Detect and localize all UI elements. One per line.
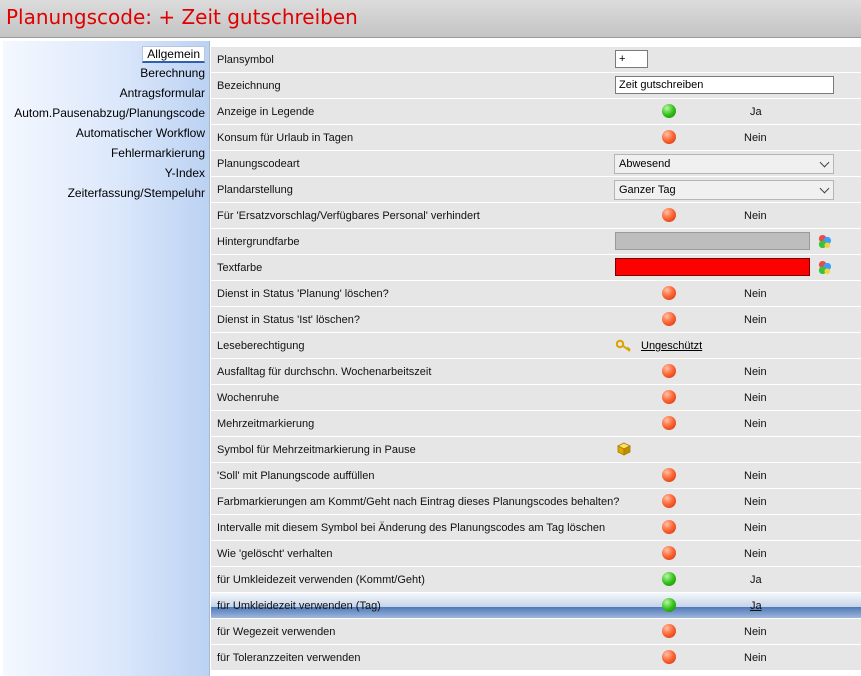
property-label: für Wegezeit verwenden <box>217 626 336 638</box>
color-picker-icon[interactable] <box>817 260 832 275</box>
property-row[interactable] <box>211 99 861 125</box>
sidebar-item-allgemein[interactable]: Allgemein <box>142 46 205 63</box>
property-row[interactable] <box>211 619 861 645</box>
bool-value[interactable]: Nein <box>744 210 767 222</box>
bool-value[interactable]: Nein <box>744 314 767 326</box>
property-label: Textfarbe <box>217 262 263 274</box>
property-row[interactable] <box>211 125 861 151</box>
sidebar-item-automatischer-workflow[interactable]: Automatischer Workflow <box>75 126 205 140</box>
property-row[interactable] <box>211 567 861 593</box>
hintergrundfarbe-swatch[interactable] <box>615 232 810 250</box>
property-label: Ausfalltag für durchschn. Wochenarbeitszeit <box>217 366 432 378</box>
property-label: Planungscodeart <box>217 158 300 170</box>
property-label: für Umkleidezeit verwenden (Tag) <box>217 600 381 612</box>
bool-value[interactable]: Nein <box>744 496 767 508</box>
property-row[interactable] <box>211 593 861 619</box>
bool-value[interactable]: Nein <box>744 418 767 430</box>
property-row[interactable] <box>211 411 861 437</box>
bool-value[interactable]: Ja <box>750 600 762 612</box>
property-label: Wochenruhe <box>217 392 280 404</box>
status-yes-icon[interactable] <box>662 572 676 586</box>
property-label: Intervalle mit diesem Symbol bei Änderung des Planungscodes am Tag löschen <box>217 522 606 534</box>
bool-value[interactable]: Nein <box>744 522 767 534</box>
status-no-icon[interactable] <box>662 312 676 326</box>
window-title: Planungscode: + Zeit gutschreiben <box>6 5 358 29</box>
sidebar-item-autom-pausenabzug-planungscode[interactable]: Autom.Pausenabzug/Planungscode <box>14 106 205 120</box>
property-label: Plansymbol <box>217 54 274 66</box>
property-label: Farbmarkierungen am Kommt/Geht nach Eintrag dieses Planungscodes behalten? <box>217 496 620 508</box>
property-row[interactable] <box>211 229 861 255</box>
bool-value[interactable]: Nein <box>744 626 767 638</box>
status-no-icon[interactable] <box>662 130 676 144</box>
bool-value[interactable]: Nein <box>744 366 767 378</box>
property-label: Wie 'gelöscht' verhalten <box>217 548 333 560</box>
sidebar-item-berechnung[interactable]: Berechnung <box>140 66 205 80</box>
property-label: Symbol für Mehrzeitmarkierung in Pause <box>217 444 416 456</box>
property-label: Für 'Ersatzvorschlag/Verfügbares Personal' verhindert <box>217 210 480 222</box>
textfarbe-swatch[interactable] <box>615 258 810 276</box>
property-label: Dienst in Status 'Ist' löschen? <box>217 314 360 326</box>
property-label: für Toleranzzeiten verwenden <box>217 652 361 664</box>
property-label: Anzeige in Legende <box>217 106 315 118</box>
property-row[interactable] <box>211 359 861 385</box>
property-row[interactable] <box>211 151 861 177</box>
property-row[interactable] <box>211 385 861 411</box>
property-row[interactable] <box>211 437 861 463</box>
property-row[interactable] <box>211 515 861 541</box>
property-label: Dienst in Status 'Planung' löschen? <box>217 288 389 300</box>
property-row[interactable] <box>211 307 861 333</box>
bool-value[interactable]: Nein <box>744 652 767 664</box>
property-label: Leseberechtigung <box>217 340 305 352</box>
cube-icon[interactable] <box>617 442 631 456</box>
chevron-down-icon <box>820 158 830 168</box>
planungscodeart-select[interactable] <box>614 154 834 174</box>
bool-value[interactable]: Nein <box>744 470 767 482</box>
status-no-icon[interactable] <box>662 364 676 378</box>
chevron-down-icon <box>820 184 830 194</box>
property-row[interactable] <box>211 281 861 307</box>
property-row[interactable] <box>211 255 861 281</box>
bool-value[interactable]: Nein <box>744 132 767 144</box>
property-row[interactable] <box>211 73 861 99</box>
plandarstellung-select[interactable] <box>614 180 834 200</box>
property-label: Bezeichnung <box>217 80 281 92</box>
bool-value[interactable]: Nein <box>744 548 767 560</box>
bool-value[interactable]: Ja <box>750 574 762 586</box>
sidebar-item-fehlermarkierung[interactable]: Fehlermarkierung <box>110 146 205 160</box>
sidebar-item-antragsformular[interactable]: Antragsformular <box>119 86 205 100</box>
sidebar <box>3 41 210 676</box>
property-row[interactable] <box>211 203 861 229</box>
property-row[interactable] <box>211 177 861 203</box>
leseberechtigung-link[interactable]: Ungeschützt <box>641 340 703 352</box>
property-row[interactable] <box>211 489 861 515</box>
property-row[interactable] <box>211 645 861 671</box>
property-row[interactable] <box>211 541 861 567</box>
status-yes-icon[interactable] <box>662 104 676 118</box>
sidebar-item-y-index[interactable]: Y-Index <box>164 166 205 180</box>
status-no-icon[interactable] <box>662 468 676 482</box>
bezeichnung-input[interactable]: Zeit gutschreiben <box>615 76 834 94</box>
key-icon <box>616 339 632 353</box>
status-no-icon[interactable] <box>662 520 676 534</box>
status-no-icon[interactable] <box>662 624 676 638</box>
property-label: Plandarstellung <box>217 184 293 196</box>
select-value: Abwesend <box>619 158 671 170</box>
status-no-icon[interactable] <box>662 650 676 664</box>
status-no-icon[interactable] <box>662 390 676 404</box>
bool-value[interactable]: Nein <box>744 288 767 300</box>
status-yes-icon[interactable] <box>662 598 676 612</box>
property-row[interactable] <box>211 333 861 359</box>
title-bar <box>0 0 861 38</box>
property-label: Mehrzeitmarkierung <box>217 418 315 430</box>
property-label: für Umkleidezeit verwenden (Kommt/Geht) <box>217 574 425 586</box>
property-label: 'Soll' mit Planungscode auffüllen <box>217 470 375 482</box>
property-row[interactable] <box>211 47 861 73</box>
bool-value[interactable]: Ja <box>750 106 762 118</box>
status-no-icon[interactable] <box>662 494 676 508</box>
status-no-icon[interactable] <box>662 208 676 222</box>
plansymbol-input[interactable]: + <box>615 50 648 68</box>
status-no-icon[interactable] <box>662 286 676 300</box>
color-picker-icon[interactable] <box>817 234 832 249</box>
property-label: Konsum für Urlaub in Tagen <box>217 132 354 144</box>
bool-value[interactable]: Nein <box>744 392 767 404</box>
property-label: Hintergrundfarbe <box>217 236 300 248</box>
status-no-icon[interactable] <box>662 546 676 560</box>
status-no-icon[interactable] <box>662 416 676 430</box>
select-value: Ganzer Tag <box>619 184 676 196</box>
property-row[interactable] <box>211 463 861 489</box>
sidebar-item-zeiterfassung-stempeluhr[interactable]: Zeiterfassung/Stempeluhr <box>67 186 205 200</box>
